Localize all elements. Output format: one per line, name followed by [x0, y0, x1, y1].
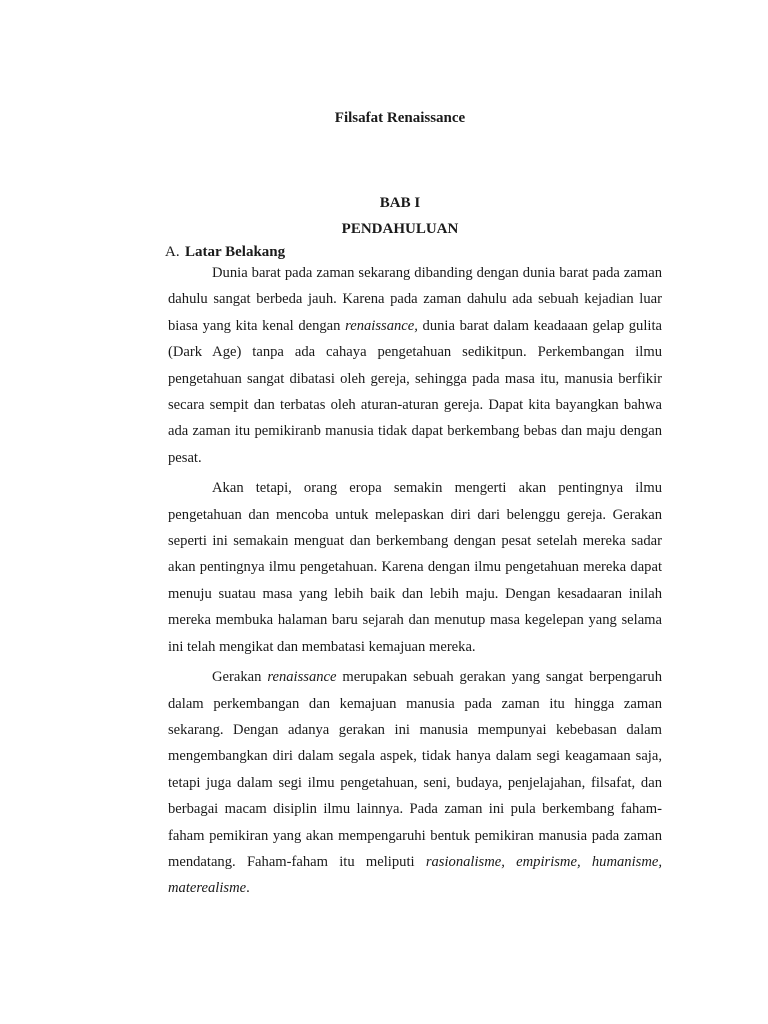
- chapter-title: PENDAHULUAN: [341, 221, 459, 237]
- italic-term: renaissance,: [345, 317, 418, 334]
- paragraph-text: dunia barat dalam keadaaan gelap gulita (Dark Age) tanpa ada cahaya pengetahuan sedikitpun. Perkembangan ilmu pengetahuan sangat dibatasi oleh gereja, sehingga pada masa itu, manusia berfikir secara sempit dan terbatas oleh aturan-aturan gereja. Dapat kita bayangkan bahwa ada zaman itu pemikiranb manusia tidak dapat berkembang bebas dan maju dengan pesat.: [168, 317, 662, 466]
- paragraph: [168, 475, 662, 660]
- document-title: Filsafat Renaissance: [334, 110, 466, 126]
- paragraph-text: .: [246, 880, 250, 897]
- body-text: [168, 260, 662, 906]
- paragraph-text: merupakan sebuah gerakan yang sangat berpengaruh dalam perkembangan dan kemajuan manusia pada zaman itu hingga zaman sekarang. Dengan adanya gerakan ini manusia mempunyai kebebasan dalam mengembangkan diri dalam segala aspek, tidak hanya dalam segi keagamaan saja, tetapi juga dalam segi ilmu pengetahuan, seni, budaya, penjelajahan, filsafat, dan berbagai macam disiplin ilmu lainnya. Pada zaman ini pula berkembang faham-faham pemikiran yang akan mempengaruhi bentuk pemikiran manusia pada zaman mendatang. Faham-faham itu meliputi: [168, 669, 662, 870]
- section-number: A.: [165, 244, 180, 260]
- paragraph-text: Dunia barat pada zaman sekarang dibanding dengan dunia barat pada zaman dahulu sangat berbeda jauh. Karena pada zaman dahulu ada sebuah kejadian luar biasa yang kita kenal dengan: [168, 265, 662, 334]
- italic-term: renaissance: [267, 669, 337, 686]
- chapter-number: BAB I: [379, 195, 421, 211]
- paragraph-text: Akan tetapi, orang eropa semakin mengerti akan pentingnya ilmu pengetahuan dan mencoba untuk melepaskan diri dari belenggu gereja. Gerakan seperti ini semakain menguat dan berkembang dengan pesat setelah mereka sadar akan pentingnya ilmu pengetahuan. Karena dengan ilmu pengetahuan mereka dapat menuju suatau masa yang lebih baik dan lebih maju. Dengan kesadaaran inilah mereka membuka halaman baru sejarah dan menutup masa kegelepan yang selama ini telah mengikat dan membatasi kemajuan mereka.: [168, 480, 662, 655]
- chapter-heading: [0, 190, 768, 242]
- paragraph-text: Gerakan: [212, 669, 268, 686]
- paragraph: [168, 260, 662, 471]
- paragraph: [168, 664, 662, 902]
- section-title: Latar Belakang: [185, 244, 286, 260]
- section-heading: [165, 244, 285, 261]
- italic-term: rasionalisme, empirisme, humanisme, materealisme: [168, 853, 662, 897]
